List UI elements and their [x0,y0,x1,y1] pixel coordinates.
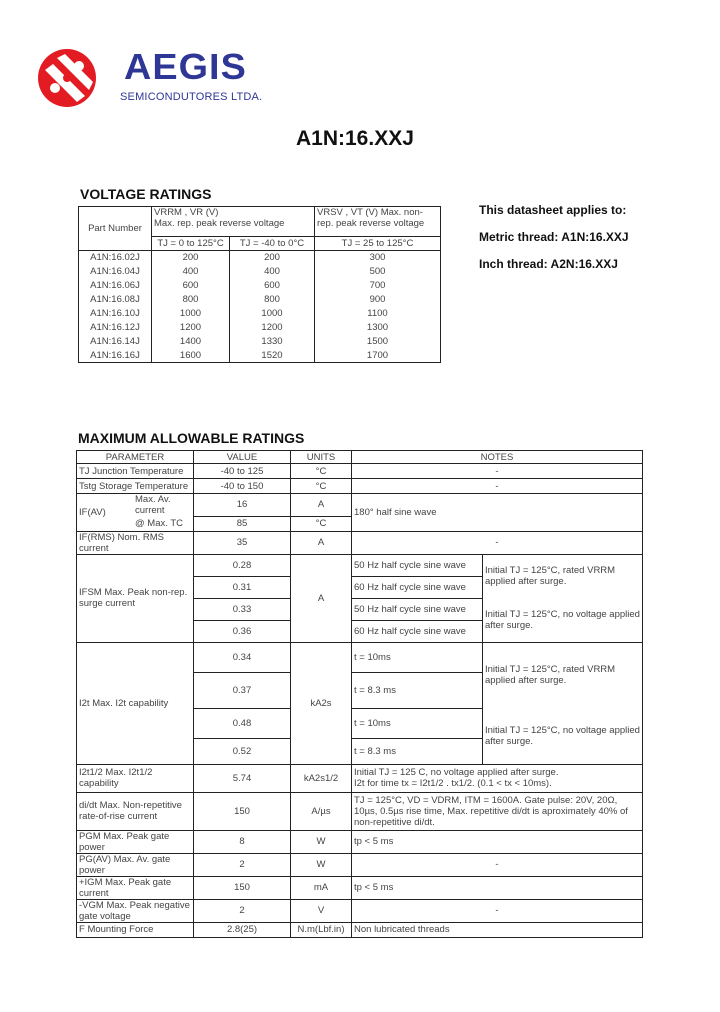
voltage-ratings-heading: VOLTAGE RATINGS [80,186,212,202]
voltage-cell: 1300 [315,321,441,335]
parameter-header: PARAMETER [77,451,194,464]
company-logo-icon [37,48,97,108]
voltage-cell: 1200 [230,321,315,335]
didt-param: di/dt Max. Non-repetitive rate-of-rise current [77,792,194,830]
didt-notes: TJ = 125°C, VD = VDRM, ITM = 1600A. Gate pulse: 20V, 20Ω, 10µs, 0.5µs rise time, Max. repetitive di/dt is aproximately 40% of non-repetitive di/dt. [352,792,643,830]
ifav-symbol: IF(AV) [77,494,134,532]
ifsm-note-1: Initial TJ = 125°C, rated VRRM applied after surge. [483,554,643,598]
igm-param: +IGM Max. Peak gate current [77,876,194,899]
voltage-row [79,293,441,307]
voltage-row [79,265,441,279]
i2t-time-2: t = 8.3 ms [352,672,483,708]
voltage-row [79,251,441,265]
voltage-cell: 1700 [315,349,441,363]
voltage-cell: 200 [152,251,230,265]
ifsm-wave-1: 50 Hz half cycle sine wave [352,554,483,576]
voltage-row [79,335,441,349]
part-number-cell: A1N:16.02J [79,251,152,265]
mounting-force-param: F Mounting Force [77,922,194,937]
vgm-notes: - [352,899,643,922]
voltage-cell: 900 [315,293,441,307]
tj-value: -40 to 125 [194,464,291,479]
mounting-force-units: N.m(Lbf.in) [291,922,352,937]
inch-thread-label: Inch thread: A2N:16.XXJ [479,257,618,271]
tj-units: °C [291,464,352,479]
voltage-row [79,307,441,321]
voltage-cell: 700 [315,279,441,293]
voltage-cell: 1330 [230,335,315,349]
irms-units: A [291,531,352,554]
igm-notes: tp < 5 ms [352,876,643,899]
ifsm-value-4: 0.36 [194,620,291,642]
brand-name: AEGIS [124,46,247,87]
voltage-cell: 1000 [152,307,230,321]
ifav-param-1: Max. Av. current [133,494,194,517]
pgav-units: W [291,853,352,876]
vgm-units: V [291,899,352,922]
ifsm-value-2: 0.31 [194,576,291,598]
i2t-note-2: Initial TJ = 125°C, no voltage applied after surge. [483,708,643,764]
pgm-notes: tp < 5 ms [352,830,643,853]
metric-thread-label: Metric thread: A1N:16.XXJ [479,230,629,244]
pgm-param: PGM Max. Peak gate power [77,830,194,853]
ifsm-wave-3: 50 Hz half cycle sine wave [352,598,483,620]
voltage-cell: 800 [230,293,315,307]
voltage-cell: 1000 [230,307,315,321]
applies-to-label: This datasheet applies to: [479,203,627,217]
voltage-cell: 1200 [152,321,230,335]
ifav-value-2: 85 [194,516,291,531]
ifsm-units: A [291,554,352,642]
document-title: A1N:16.XXJ [296,127,414,150]
voltage-cell: 1400 [152,335,230,349]
i2t-note-1: Initial TJ = 125°C, rated VRRM applied after surge. [483,642,643,708]
voltage-cell: 1520 [230,349,315,363]
ifav-units-2: °C [291,516,352,531]
part-number-cell: A1N:16.10J [79,307,152,321]
tj-param: TJ Junction Temperature [77,464,194,479]
voltage-cell: 1500 [315,335,441,349]
ifsm-value-3: 0.33 [194,598,291,620]
pgm-value: 8 [194,830,291,853]
condition-3: TJ = 25 to 125°C [315,237,441,251]
irms-value: 35 [194,531,291,554]
part-number-cell: A1N:16.08J [79,293,152,307]
part-number-cell: A1N:16.16J [79,349,152,363]
i2rt-value: 5.74 [194,764,291,792]
ifav-units-1: A [291,494,352,517]
notes-header: NOTES [352,451,643,464]
vrrm-header: VRRM , VR (V) Max. rep. peak reverse voltage [152,207,315,237]
ifsm-wave-2: 60 Hz half cycle sine wave [352,576,483,598]
tstg-units: °C [291,479,352,494]
didt-units: A/µs [291,792,352,830]
tstg-param: Tstg Storage Temperature [77,479,194,494]
voltage-cell: 400 [230,265,315,279]
tstg-value: -40 to 150 [194,479,291,494]
voltage-row [79,321,441,335]
i2t-time-4: t = 8.3 ms [352,738,483,764]
voltage-cell: 300 [315,251,441,265]
vrsv-header: VRSV , VT (V) Max. non- rep. peak reverse voltage [315,207,441,237]
i2t-value-4: 0.52 [194,738,291,764]
units-header: UNITS [291,451,352,464]
i2rt-notes: Initial TJ = 125 C, no voltage applied after surge. I2t for time tx = I2t1/2 . tx1/2. (0.1 < tx < 10ms). [352,764,643,792]
voltage-ratings-table [78,206,441,363]
voltage-cell: 800 [152,293,230,307]
max-ratings-heading: MAXIMUM ALLOWABLE RATINGS [78,430,305,446]
ifav-param-2: @ Max. TC [133,516,194,531]
pgm-units: W [291,830,352,853]
condition-1: TJ = 0 to 125°C [152,237,230,251]
ifav-note: 180° half sine wave [352,494,643,532]
i2t-time-1: t = 10ms [352,642,483,672]
irms-notes: - [352,531,643,554]
tstg-notes: - [352,479,643,494]
part-number-cell: A1N:16.04J [79,265,152,279]
i2t-value-1: 0.34 [194,642,291,672]
igm-units: mA [291,876,352,899]
condition-2: TJ = -40 to 0°C [230,237,315,251]
mounting-force-notes: Non lubricated threads [352,922,643,937]
i2t-units: kA2s [291,642,352,764]
voltage-cell: 600 [152,279,230,293]
ifsm-param: IFSM Max. Peak non-rep. surge current [77,554,194,642]
vgm-value: 2 [194,899,291,922]
pgav-value: 2 [194,853,291,876]
part-number-cell: A1N:16.06J [79,279,152,293]
i2t-time-3: t = 10ms [352,708,483,738]
tj-notes: - [352,464,643,479]
max-ratings-table [76,450,643,938]
irms-param: IF(RMS) Nom. RMS current [77,531,194,554]
i2rt-units: kA2s1/2 [291,764,352,792]
ifav-value-1: 16 [194,494,291,517]
voltage-cell: 600 [230,279,315,293]
pgav-param: PG(AV) Max. Av. gate power [77,853,194,876]
didt-value: 150 [194,792,291,830]
ifsm-note-2: Initial TJ = 125°C, no voltage applied after surge. [483,598,643,642]
igm-value: 150 [194,876,291,899]
voltage-cell: 400 [152,265,230,279]
voltage-cell: 1600 [152,349,230,363]
ifsm-wave-4: 60 Hz half cycle sine wave [352,620,483,642]
voltage-row [79,279,441,293]
part-number-cell: A1N:16.12J [79,321,152,335]
i2rt-param: I2t1/2 Max. I2t1/2 capability [77,764,194,792]
voltage-ratings-body [79,251,441,363]
voltage-row [79,349,441,363]
part-number-header: Part Number [79,207,152,251]
brand-subtitle: SEMICONDUTORES LTDA. [120,91,263,103]
voltage-cell: 500 [315,265,441,279]
pgav-notes: - [352,853,643,876]
i2t-param: I2t Max. I2t capability [77,642,194,764]
vgm-param: -VGM Max. Peak negative gate voltage [77,899,194,922]
i2t-value-3: 0.48 [194,708,291,738]
i2t-value-2: 0.37 [194,672,291,708]
value-header: VALUE [194,451,291,464]
part-number-cell: A1N:16.14J [79,335,152,349]
voltage-cell: 1100 [315,307,441,321]
voltage-cell: 200 [230,251,315,265]
ifsm-value-1: 0.28 [194,554,291,576]
mounting-force-value: 2.8(25) [194,922,291,937]
